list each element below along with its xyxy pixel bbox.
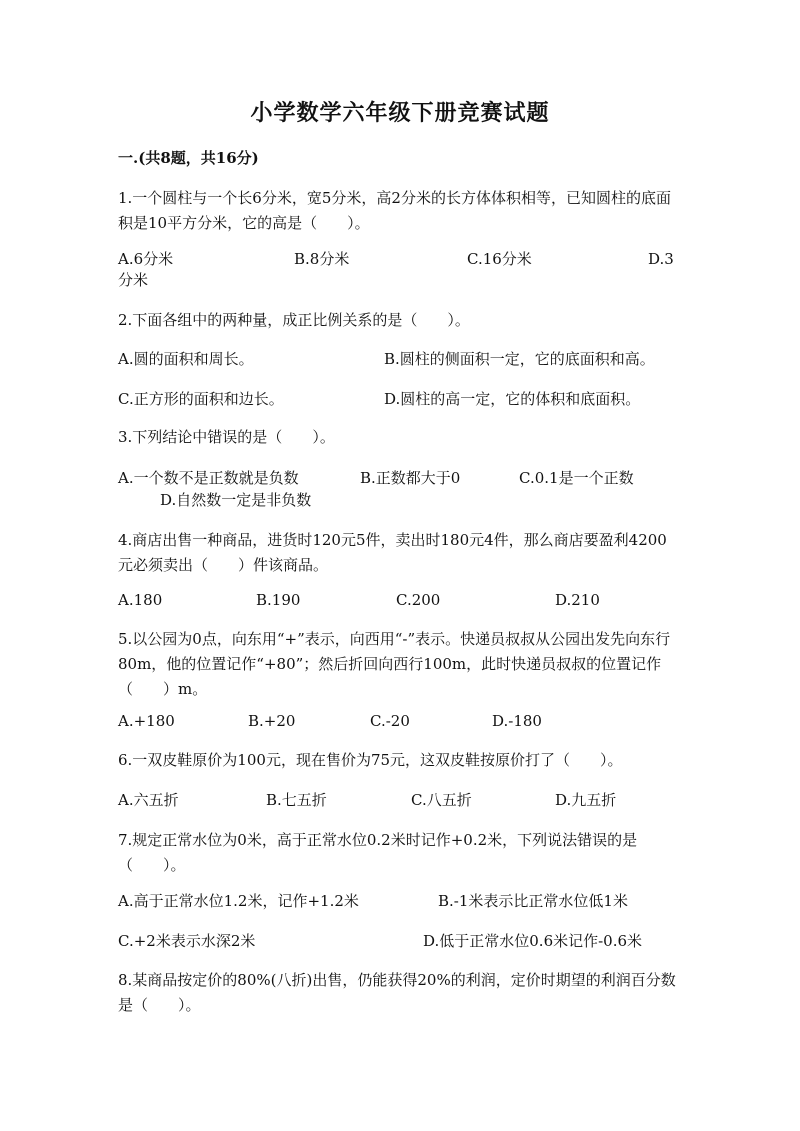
question-1-text: 1.一个圆柱与一个长6分米，宽5分米，高2分米的长方体体积相等，已知圆柱的底面积是10平方分米，它的高是（ ）。 [118, 189, 671, 232]
option-c: C.0.1是一个正数 [519, 469, 634, 487]
option-d: D.-180 [492, 712, 542, 730]
question-6-text: 6.一双皮鞋原价为100元，现在售价为75元，这双皮鞋按原价打了（ ）。 [118, 751, 623, 769]
option-c: C.八五折 [411, 791, 472, 809]
option-d: D.自然数一定是非负数 [160, 491, 312, 509]
option-d: D.3 [648, 250, 674, 268]
question-5-text: 5.以公园为0点，向东用“+”表示，向西用“-”表示。快递员叔叔从公园出发先向东行80m，他的位置记作“+80”；然后折回向西行100m，此时快递员叔叔的位置记作（ ）m。 [118, 630, 671, 698]
option-b: B.190 [256, 591, 301, 609]
question-7-text: 7.规定正常水位为0米，高于正常水位0.2米时记作+0.2米，下列说法错误的是（ ）。 [118, 831, 638, 874]
option-d: D.圆柱的高一定，它的体积和底面积。 [384, 390, 641, 408]
option-b: B.正数都大于0 [360, 469, 461, 487]
option-d-continued: 分米 [118, 271, 149, 289]
question-8-text: 8.某商品按定价的80%(八折)出售，仍能获得20%的利润，定价时期望的利润百分数是（ ）。 [118, 971, 676, 1014]
option-c: C.200 [396, 591, 441, 609]
option-b: B.8分米 [294, 250, 350, 268]
option-d: D.九五折 [555, 791, 617, 809]
option-b: B.+20 [248, 712, 296, 730]
option-d: D.低于正常水位0.6米记作-0.6米 [423, 932, 643, 950]
option-d: D.210 [555, 591, 600, 609]
option-a: A.一个数不是正数就是负数 [118, 469, 299, 487]
question-1-options [118, 247, 680, 297]
question-3-text: 3.下列结论中错误的是（ ）。 [118, 428, 335, 446]
page-title: 小学数学六年级下册竞赛试题 [250, 100, 550, 126]
option-c: C.16分米 [467, 250, 532, 268]
option-a: A.+180 [118, 712, 175, 730]
option-b: B.七五折 [266, 791, 327, 809]
question-4-text: 4.商店出售一种商品，进货时120元5件，卖出时180元4件，那么商店要盈利4200元必须卖出（ ）件该商品。 [118, 531, 667, 574]
option-a: A.六五折 [118, 791, 179, 809]
question-2-text: 2.下面各组中的两种量，成正比例关系的是（ ）。 [118, 311, 470, 329]
section-header: 一.(共8题，共16分) [118, 149, 259, 167]
option-c: C.正方形的面积和边长。 [118, 390, 284, 408]
option-c: C.+2米表示水深2米 [118, 932, 256, 950]
option-a: A.圆的面积和周长。 [118, 350, 254, 368]
option-a: A.6分米 [118, 250, 174, 268]
option-a: A.高于正常水位1.2米，记作+1.2米 [118, 892, 359, 910]
option-b: B.-1米表示比正常水位低1米 [438, 892, 628, 910]
option-b: B.圆柱的侧面积一定，它的底面积和高。 [384, 350, 655, 368]
option-a: A.180 [118, 591, 163, 609]
question-3-options [118, 466, 680, 516]
option-c: C.-20 [370, 712, 410, 730]
